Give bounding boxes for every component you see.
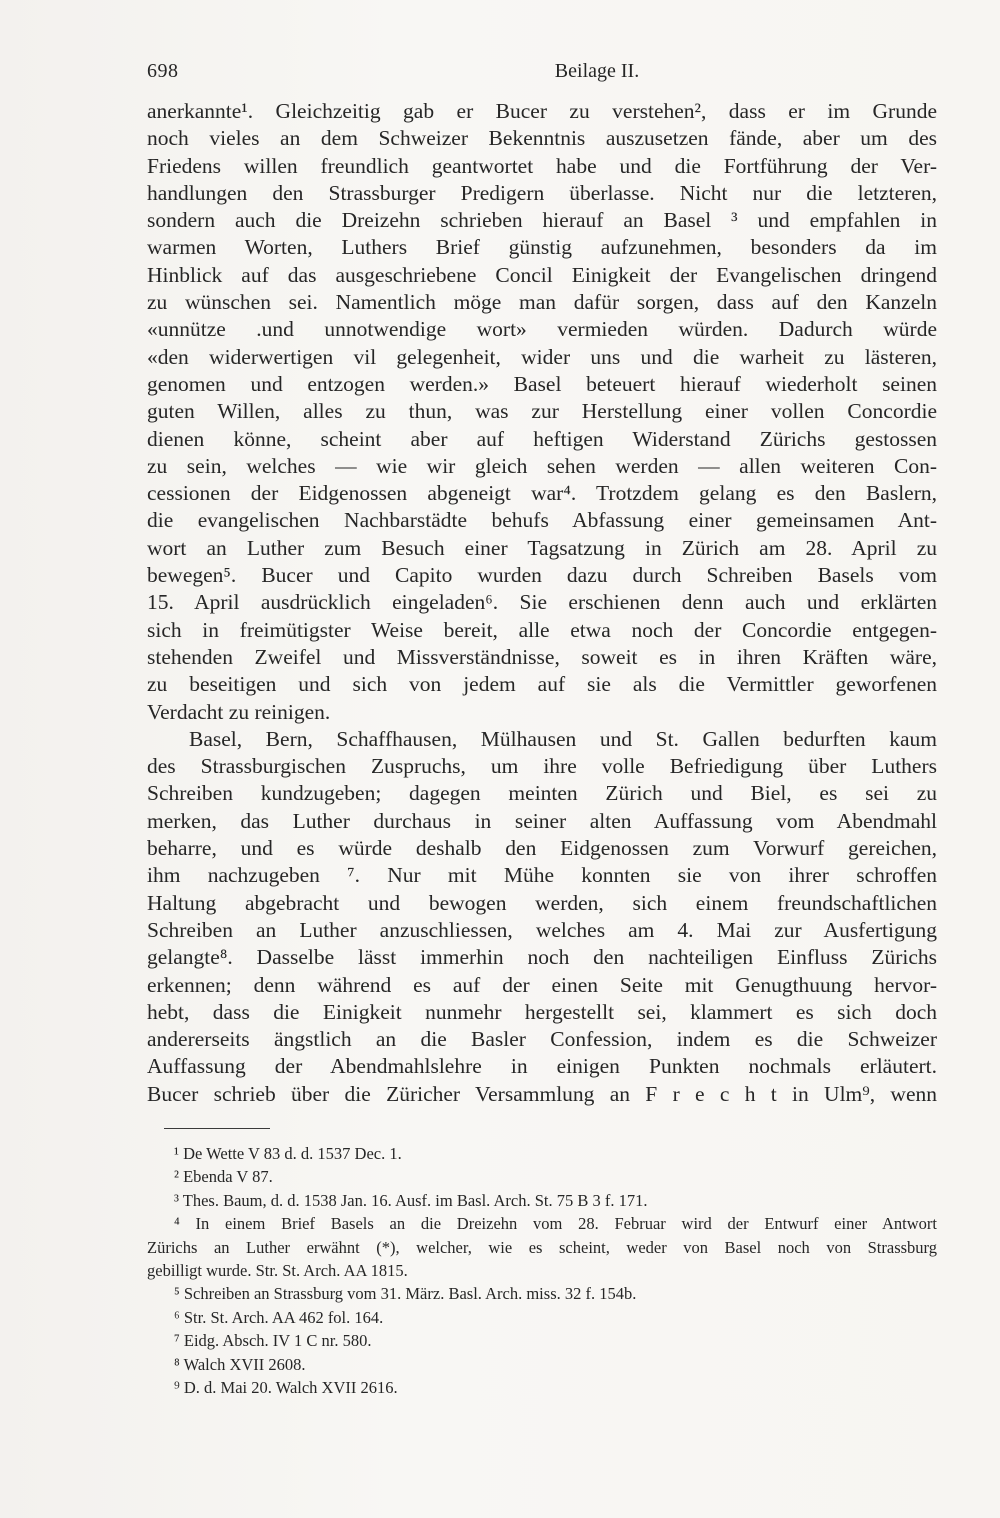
text-line: Hinblick auf das ausgeschriebene Concil Einigkeit der Evangelischen dringend (147, 262, 937, 287)
page-number: 698 (147, 60, 179, 82)
text-line: Schreiben kundzugeben; dagegen meinten Zürich und Biel, es sei zu (147, 781, 937, 806)
text-line: handlungen den Strassburger Predigern überlasse. Nicht nur die letzteren, (147, 180, 937, 205)
page-header (147, 52, 939, 92)
text-line: ihm nachzugeben ⁷. Nur mit Mühe konnten sie von ihrer schroffen (147, 863, 937, 888)
text-line: warmen Worten, Luthers Brief günstig aufzunehmen, besonders da im (147, 235, 937, 260)
footnote-6: ⁶ Str. St. Arch. AA 462 fol. 164. (174, 1307, 384, 1327)
text-line: zu wünschen sei. Namentlich möge man dafür sorgen, dass auf den Kanzeln (147, 290, 937, 315)
text-line: stehenden Zweifel und Missverständnisse, soweit es in ihren Kräften wäre, (147, 644, 937, 669)
text-line: Auffassung der Abendmahlslehre in einigen Punkten nochmals erläutert. (147, 1054, 937, 1079)
footnotes (147, 1142, 937, 1399)
footnote-1: ¹ De Wette V 83 d. d. 1537 Dec. 1. (174, 1144, 402, 1163)
footnote-divider (164, 1128, 270, 1129)
running-head: Beilage II. (554, 60, 640, 82)
text-line: Basel, Bern, Schaffhausen, Mülhausen und St. Gallen bedurften kaum (189, 726, 937, 751)
footnote-9: ⁹ D. d. Mai 20. Walch XVII 2616. (174, 1377, 398, 1397)
footnote-4-continued: Zürichs an Luther erwähnt (*), welcher, wie es scheint, weder von Basel noch von Strassburg (147, 1237, 937, 1257)
text-line: guten Willen, alles zu thun, was zur Herstellung einer vollen Concordie (147, 399, 937, 424)
text-line: cessionen der Eidgenossen abgeneigt war⁴. Trotzdem gelang es den Baslern, (147, 481, 937, 506)
footnote-4: ⁴ In einem Brief Basels an die Dreizehn vom 28. Februar wird der Entwurf einer Antwort (174, 1214, 937, 1234)
paragraph-1 (147, 98, 937, 726)
text-line: genomen und entzogen werden.» Basel beteuert hierauf wiederholt seinen (147, 371, 937, 396)
text-line: die evangelischen Nachbarstädte behufs Abfassung einer gemeinsamen Ant- (147, 508, 937, 533)
text-line: «den widerwertigen vil gelegenheit, wider uns und die warheit zu lästeren, (147, 344, 937, 369)
footnote-2: ² Ebenda V 87. (174, 1167, 273, 1187)
body-text (147, 98, 937, 1108)
text-line: anerkannte¹. Gleichzeitig gab er Bucer zu verstehen², dass er im Grunde (147, 99, 937, 123)
text-line: bewegen⁵. Bucer und Capito wurden dazu durch Schreiben Basels vom (147, 563, 937, 588)
footnote-3: ³ Thes. Baum, d. d. 1538 Jan. 16. Ausf. im Basl. Arch. St. 75 B 3 f. 171. (174, 1190, 648, 1210)
text-line: zu beseitigen und sich von jedem auf sie als die Vermittler geworfenen (147, 672, 937, 697)
text-line: merken, das Luther durchaus in seiner alten Auffassung vom Abendmahl (147, 808, 937, 833)
text-line: Haltung abgebracht und bewogen werden, sich einem freundschaftlichen (147, 890, 937, 915)
footnote-7: ⁷ Eidg. Absch. IV 1 C nr. 580. (174, 1331, 372, 1351)
text-line: hebt, dass die Einigkeit nunmehr hergestellt sei, klammert es sich doch (147, 999, 937, 1024)
text-line: andererseits ängstlich an die Basler Confession, indem es die Schweizer (147, 1027, 937, 1052)
footnote-5: ⁵ Schreiben an Strassburg vom 31. März. Basl. Arch. miss. 32 f. 154b. (174, 1284, 637, 1304)
text-line: sich in freimütigster Weise bereit, alle etwa noch der Concordie entgegen- (147, 617, 937, 642)
text-line: zu sein, welches — wie wir gleich sehen werden — allen weiteren Con- (147, 453, 937, 478)
text-line: erkennen; denn während es auf der einen Seite mit Genugthuung hervor- (147, 972, 937, 997)
text-line: noch vieles an dem Schweizer Bekenntnis auszusetzen fände, aber um des (147, 126, 937, 151)
footnote-4-continued: gebilligt wurde. Str. St. Arch. AA 1815. (147, 1260, 408, 1280)
text-line: Verdacht zu reinigen. (147, 699, 331, 724)
text-line: 15. April ausdrücklich eingeladen⁶. Sie erschienen denn auch und erklärten (147, 590, 937, 615)
text-line: beharre, und es würde deshalb den Eidgenossen zum Vorwurf gereichen, (147, 836, 937, 861)
text-line: gelangte⁸. Dasselbe lässt immerhin noch den nachteiligen Einfluss Zürichs (147, 945, 937, 970)
text-line: Bucer schrieb über die Züricher Versammlung an F r e c h t in Ulm⁹, wenn (147, 1081, 937, 1106)
paragraph-2 (147, 726, 937, 1108)
text-line: «unnütze .und unnotwendige wort» vermieden würden. Dadurch würde (147, 317, 937, 342)
text-line: Friedens willen freundlich geantwortet habe und die Fortführung der Ver- (147, 153, 937, 178)
text-line: des Strassburgischen Zuspruchs, um ihre volle Befriedigung über Luthers (147, 754, 937, 779)
footnote-8: ⁸ Walch XVII 2608. (174, 1354, 306, 1374)
text-line: Schreiben an Luther anzuschliessen, welches am 4. Mai zur Ausfertigung (147, 917, 937, 942)
text-line: dienen könne, scheint aber auf heftigen Widerstand Zürichs gestossen (147, 426, 937, 451)
text-line: sondern auch die Dreizehn schrieben hierauf an Basel ³ und empfahlen in (147, 208, 937, 233)
text-line: wort an Luther zum Besuch einer Tagsatzung in Zürich am 28. April zu (147, 535, 937, 560)
